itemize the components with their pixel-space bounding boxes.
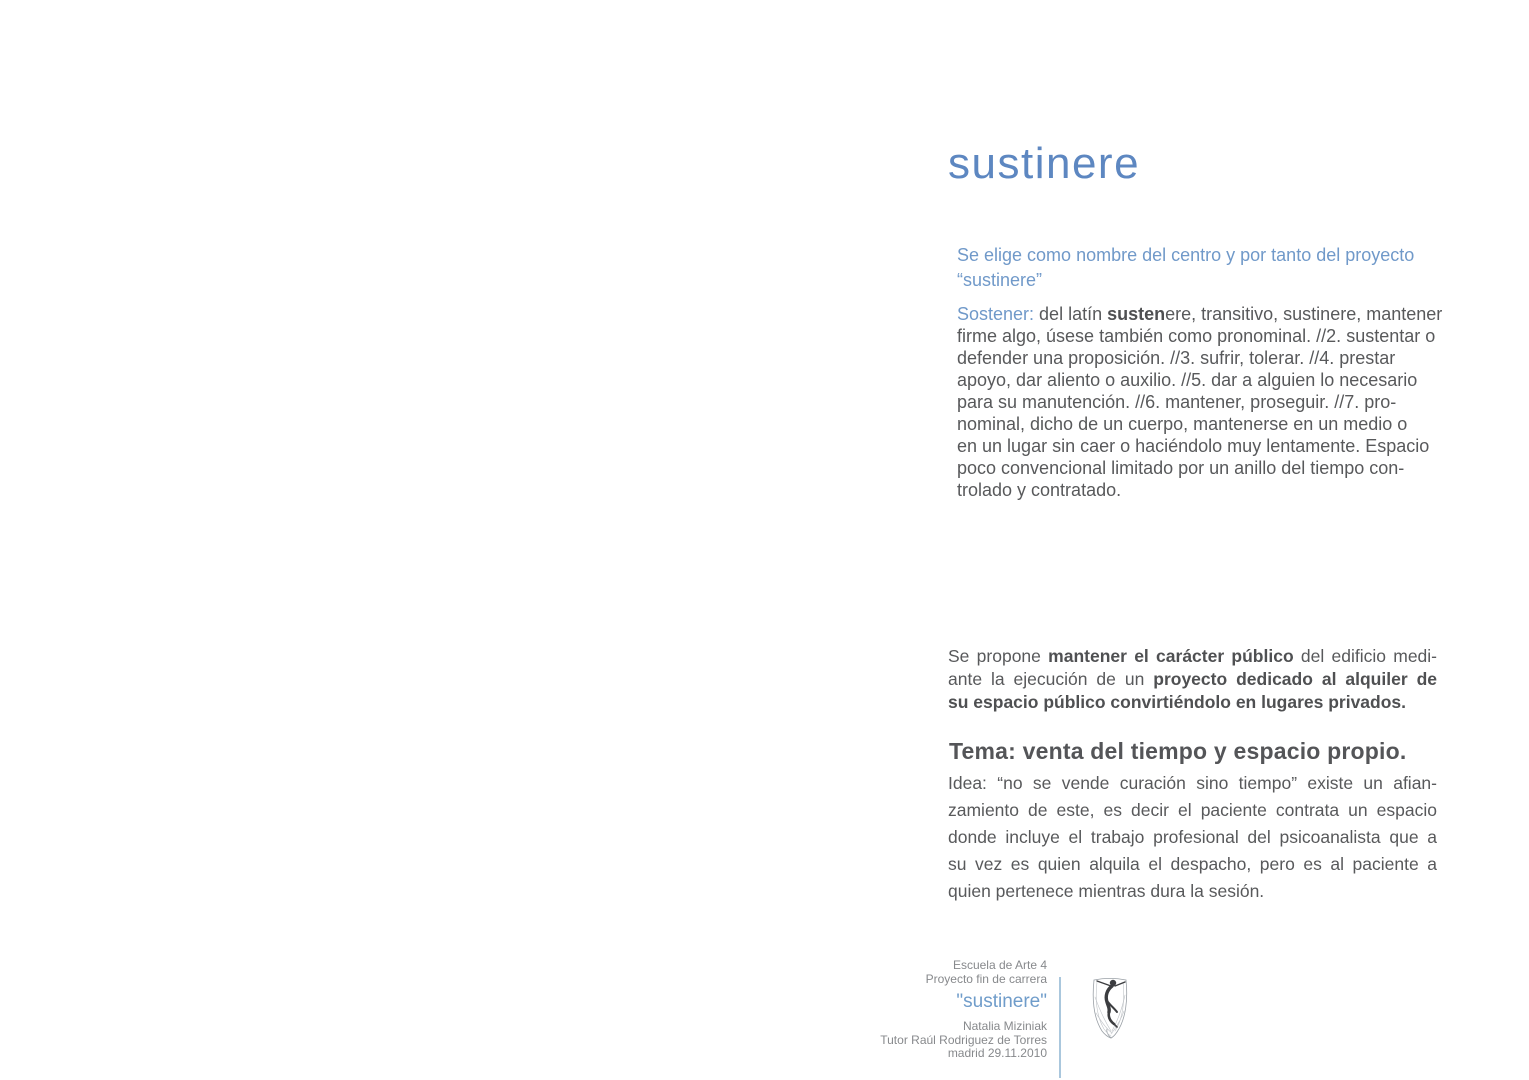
footer-project-name: "sustinere" (956, 991, 1047, 1012)
page-title: sustinere (948, 139, 1141, 188)
proposal-paragraph: Se propone mantener el carácter público del edificio medi- ante la ejecución de un proyecto dedicado al alquiler de su espacio público convirtiéndolo en lugares privados. (948, 646, 1438, 712)
dancer-figure-logo-icon (1084, 975, 1136, 1043)
footer-project-type: Proyecto fin de carrera (925, 971, 1047, 986)
idea-paragraph: Idea: “no se vende curación sino tiempo” existe un afian- zamiento de este, es decir el paciente contrata un espacio donde incluye el trabajo profesional del psicoanalista que a su vez es quien alquila el despacho, pero es al paciente a quien pertenece mientras dura la sesión. (948, 773, 1437, 901)
footer-divider-line (1059, 977, 1061, 1078)
footer-date: madrid 29.11.2010 (947, 1046, 1047, 1060)
footer-tutor: Tutor Raúl Rodriguez de Torres (880, 1032, 1047, 1047)
footer-credits (760, 959, 1047, 1061)
intro-paragraph: Se elige como nombre del centro y por tanto del proyecto “sustinere” (957, 245, 1415, 290)
definition-paragraph: Sostener: del latín sustenere, transitivo, sustinere, mantener firme algo, úsese también como pronominal. //2. sustentar o defender una proposición. //3. sufrir, tolerar. //4. prestar apoyo, dar aliento o auxilio. //5. dar a alguien lo necesario para su manutención. //6. mantener, proseguir. //7. pro- nominal, dicho de un cuerpo, mantenerse en un medio o en un lugar sin caer o haciéndolo muy lentamente. Espacio poco convencional limitado por un anillo del tiempo con- trolado y contratado. (957, 304, 1443, 500)
tema-heading: Tema: venta del tiempo y espacio propio. (949, 738, 1407, 764)
footer-school: Escuela de Arte 4 (952, 958, 1047, 972)
footer-author: Natalia Miziniak (962, 1019, 1047, 1033)
